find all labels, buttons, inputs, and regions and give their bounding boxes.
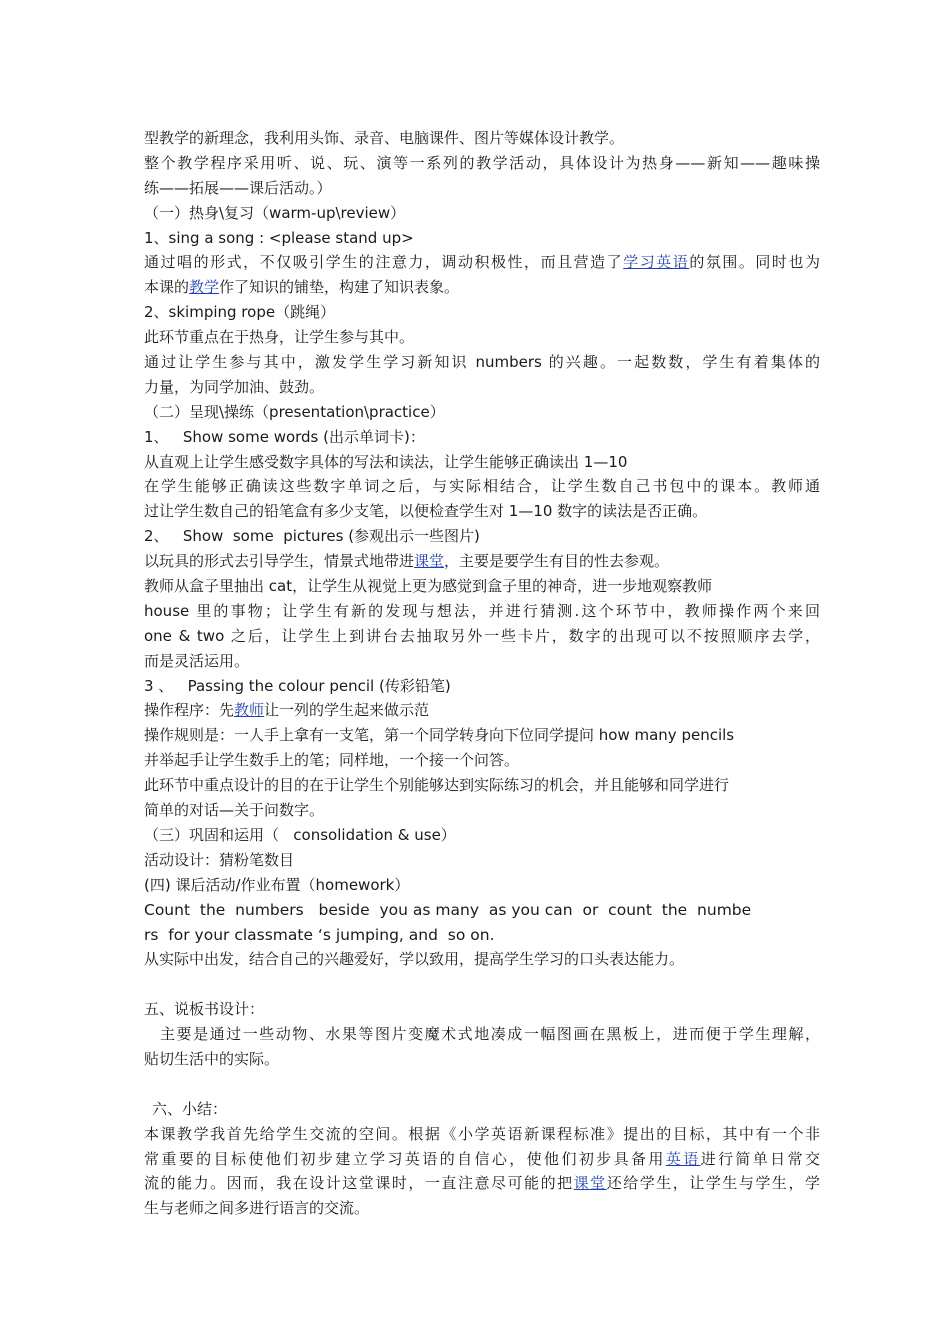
- link-classroom[interactable]: 课堂: [414, 552, 445, 571]
- paragraph-line: 从直观上让学生感受数字具体的写法和读法，让学生能够正确读出 1—10: [144, 452, 628, 471]
- paragraph-line: 力量，为同学加油、鼓劲。: [144, 377, 325, 396]
- text-segment: 让一列的学生起来做示范: [264, 701, 430, 720]
- paragraph-line: 此环节中重点设计的目的在于让学生个别能够达到实际练习的机会，并且能够和同学进行: [144, 776, 730, 795]
- text-segment: 还给学生，让学生与学生，学: [606, 1174, 820, 1193]
- link-teacher[interactable]: 教师: [234, 701, 265, 720]
- text-segment: 以玩具的形式去引导学生，情景式地带进: [144, 552, 415, 571]
- paragraph-line: 简单的对话—关于问数字。: [144, 801, 325, 820]
- paragraph-line: [144, 1147, 820, 1172]
- section-heading-summary: 六、小结：: [152, 1099, 228, 1118]
- subheading-sing-a-song: 1、sing a song : <please stand up>: [144, 228, 414, 247]
- paragraph-line: [144, 549, 820, 574]
- paragraph-line: 此环节重点在于热身，让学生参与其中。: [144, 328, 415, 347]
- text-segment: 常重要的目标使他们初步建立学习英语的自信心，使他们初步具备用: [144, 1149, 666, 1168]
- link-learn-english[interactable]: 学习英语: [623, 253, 690, 272]
- paragraph-line: [144, 250, 820, 275]
- paragraph-line: [144, 275, 820, 300]
- paragraph-line: [144, 1171, 820, 1196]
- paragraph-line: 活动设计：猜粉笔数目: [144, 850, 295, 869]
- paragraph-line: 贴切生活中的实际。: [144, 1049, 280, 1068]
- paragraph-line: rs for your classmate ‘s jumping, and so on.: [144, 925, 495, 944]
- text-segment: 本课的: [144, 278, 190, 297]
- paragraph-line: 生与老师之间多进行语言的交流。: [144, 1199, 370, 1218]
- paragraph-line: 教师从盒子里抽出 cat，让学生从视觉上更为感觉到盒子里的神奇，进一步地观察教师: [144, 577, 713, 596]
- paragraph-line: one & two 之后，让学生上到讲台去抽取另外一些卡片，数字的出现可以不按照顺序去学，: [144, 626, 820, 645]
- section-heading-presentation: （二）呈现\操练（presentation\practice）: [144, 402, 445, 421]
- section-heading-homework: (四) 课后活动/作业布置（homework）: [144, 875, 410, 894]
- paragraph-line: 在学生能够正确读这些数字单词之后，与实际相结合，让学生数自己书包中的课本。教师通: [144, 477, 820, 496]
- text-segment: 操作程序：先: [144, 701, 235, 720]
- blank-line: [144, 972, 820, 997]
- blank-line: [144, 1072, 820, 1097]
- text-segment: ，主要是要学生有目的性去参观。: [444, 552, 670, 571]
- paragraph-line: house 里的事物；让学生有新的发现与想法，并进行猜测.这个环节中，教师操作两个来回: [144, 601, 820, 620]
- paragraph-line: 型教学的新理念，我利用头饰、录音、电脑课件、图片等媒体设计教学。: [144, 129, 625, 147]
- paragraph-line: 操作规则是：一人手上拿有一支笔，第一个同学转身向下位同学提问 how many pencils: [144, 726, 735, 745]
- paragraph-line: 本课教学我首先给学生交流的空间。根据《小学英语新课程标准》提出的目标，其中有一个非: [144, 1124, 820, 1143]
- section-heading-consolidation: （三）巩固和运用（ consolidation & use）: [144, 825, 456, 844]
- text-segment: 通过唱的形式，不仅吸引学生的注意力，调动积极性，而且营造了: [144, 253, 624, 272]
- text-segment: 的氛围。同时也为: [689, 253, 820, 272]
- paragraph-line: 通过让学生参与其中，激发学生学习新知识 numbers 的兴趣。一起数数，学生有着集体的: [144, 353, 820, 372]
- paragraph-line: 过让学生数自己的铅笔盒有多少支笔，以便检查学生对 1—10 数字的读法是否正确。: [144, 502, 708, 521]
- paragraph-line: 并举起手让学生数手上的笔；同样地，一个接一个问答。: [144, 751, 520, 770]
- section-heading-warmup: （一）热身\复习（warm-up\review）: [144, 203, 406, 222]
- paragraph-line: 而是灵活运用。: [144, 651, 250, 670]
- link-english[interactable]: 英语: [665, 1149, 701, 1168]
- text-segment: 作了知识的铺垫，构建了知识表象。: [219, 278, 460, 297]
- paragraph-line: 从实际中出发，结合自己的兴趣爱好，学以致用，提高学生学习的口头表达能力。: [144, 950, 685, 969]
- subheading-passing-pencil: 3 、 Passing the colour pencil (传彩铅笔): [144, 676, 451, 695]
- paragraph-line: 整个教学程序采用听、说、玩、演等一系列的教学活动，具体设计为热身——新知——趣味操: [144, 153, 820, 172]
- link-teaching[interactable]: 教学: [189, 278, 220, 297]
- paragraph-line: Count the numbers beside you as many as you can or count the numbe: [144, 900, 752, 919]
- link-classroom[interactable]: 课堂: [573, 1174, 607, 1193]
- subheading-show-words: 1、 Show some words (出示单词卡)：: [144, 427, 425, 446]
- paragraph-line: [144, 698, 820, 723]
- paragraph-line: 主要是通过一些动物、水果等图片变魔术式地凑成一幅图画在黑板上，进而便于学生理解，: [160, 1025, 820, 1044]
- section-heading-board-design: 五、说板书设计：: [144, 1000, 265, 1019]
- subheading-show-pictures: 2、 Show some pictures (参观出示一些图片): [144, 527, 480, 546]
- document-page: [144, 126, 820, 1221]
- subheading-skipping-rope: 2、skimping rope（跳绳）: [144, 303, 336, 322]
- text-segment: 进行简单日常交: [700, 1149, 820, 1168]
- text-segment: 流的能力。因而，我在设计这堂课时，一直注意尽可能的把: [144, 1174, 574, 1193]
- paragraph-line: 练——拓展——课后活动。）: [144, 178, 332, 197]
